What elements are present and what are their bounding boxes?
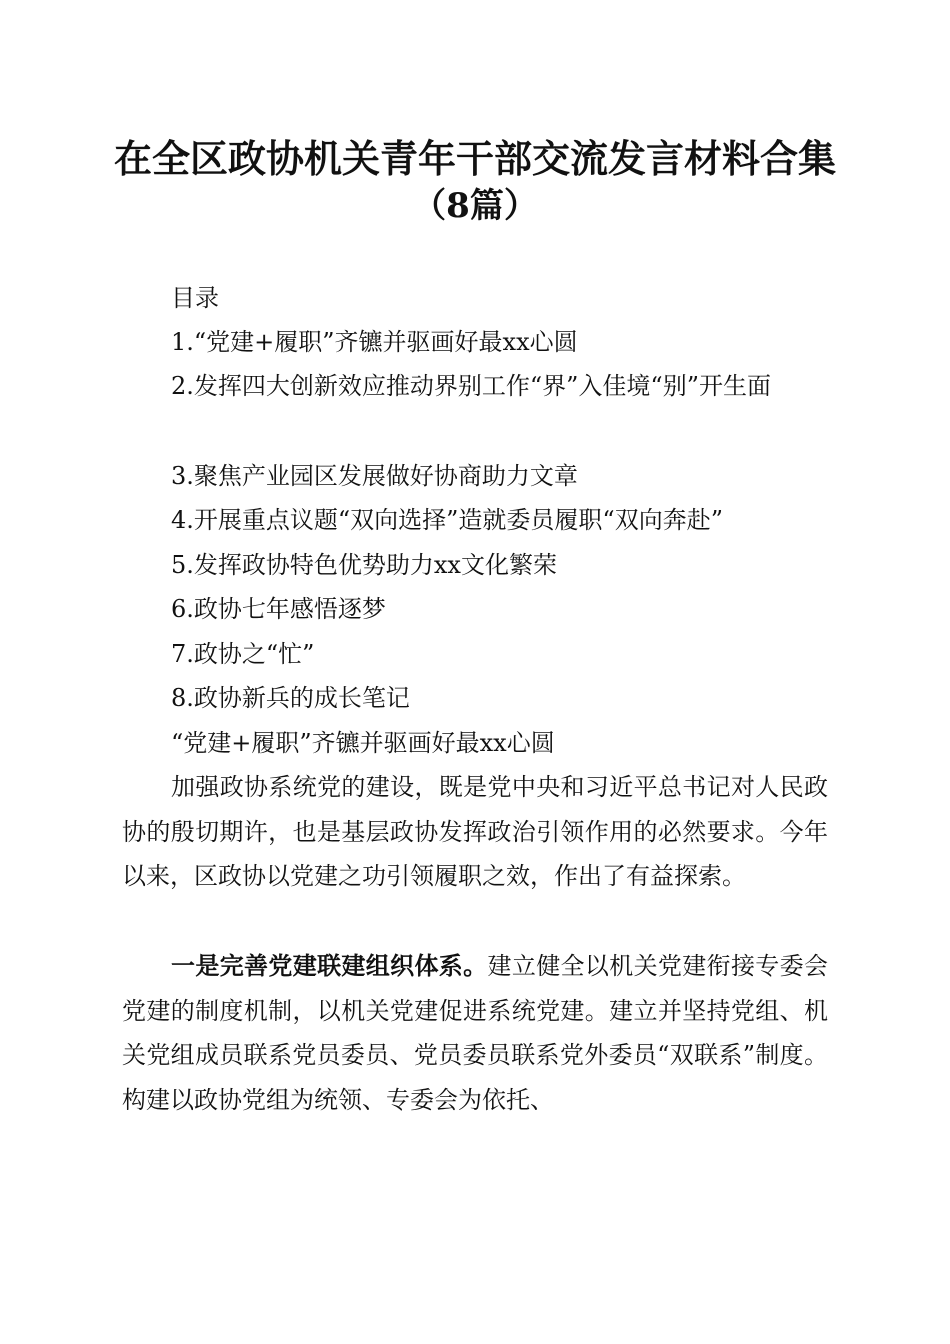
toc-item-5: 5.发挥政协特色优势助力xx文化繁荣	[171, 551, 557, 579]
point-1-text: 建立健全以机关党建衔接专委会党建的制度机制，以机关党建促进系统党建。建立并坚持党组、机关党组成员联系党员委员、党员委员联系党外委员“双联系”制度。构建以政协党组为统领、专委会为依托、	[122, 952, 828, 1114]
toc-item-6: 6.政协七年感悟逐梦	[171, 595, 386, 623]
toc-item-2: 2.发挥四大创新效应推动界别工作“界”入佳境“别”开生面	[171, 372, 771, 400]
article-point-1-paragraph	[122, 944, 828, 1122]
toc-item-4: 4.开展重点议题“双向选择”造就委员履职“双向奔赴”	[171, 506, 723, 534]
toc-item-3: 3.聚焦产业园区发展做好协商助力文章	[171, 462, 578, 490]
toc-heading: 目录	[171, 284, 219, 312]
toc-item-1: 1.“党建+履职”齐镳并驱画好最xx心圆	[171, 328, 578, 356]
article-heading: “党建+履职”齐镳并驱画好最xx心圆	[171, 729, 555, 757]
point-1-lead: 一是完善党建联建组织体系。	[171, 951, 488, 980]
toc-item-8: 8.政协新兵的成长笔记	[171, 684, 410, 712]
document-title-count: （8篇）	[412, 186, 538, 226]
toc-item-7: 7.政协之“忙”	[171, 640, 315, 668]
article-intro-paragraph: 加强政协系统党的建设，既是党中央和习近平总书记对人民政协的殷切期许，也是基层政协发挥政治引领作用的必然要求。今年以来，区政协以党建之功引领履职之效，作出了有益探索。	[122, 773, 828, 890]
document-title: 在全区政协机关青年干部交流发言材料合集	[113, 136, 836, 181]
